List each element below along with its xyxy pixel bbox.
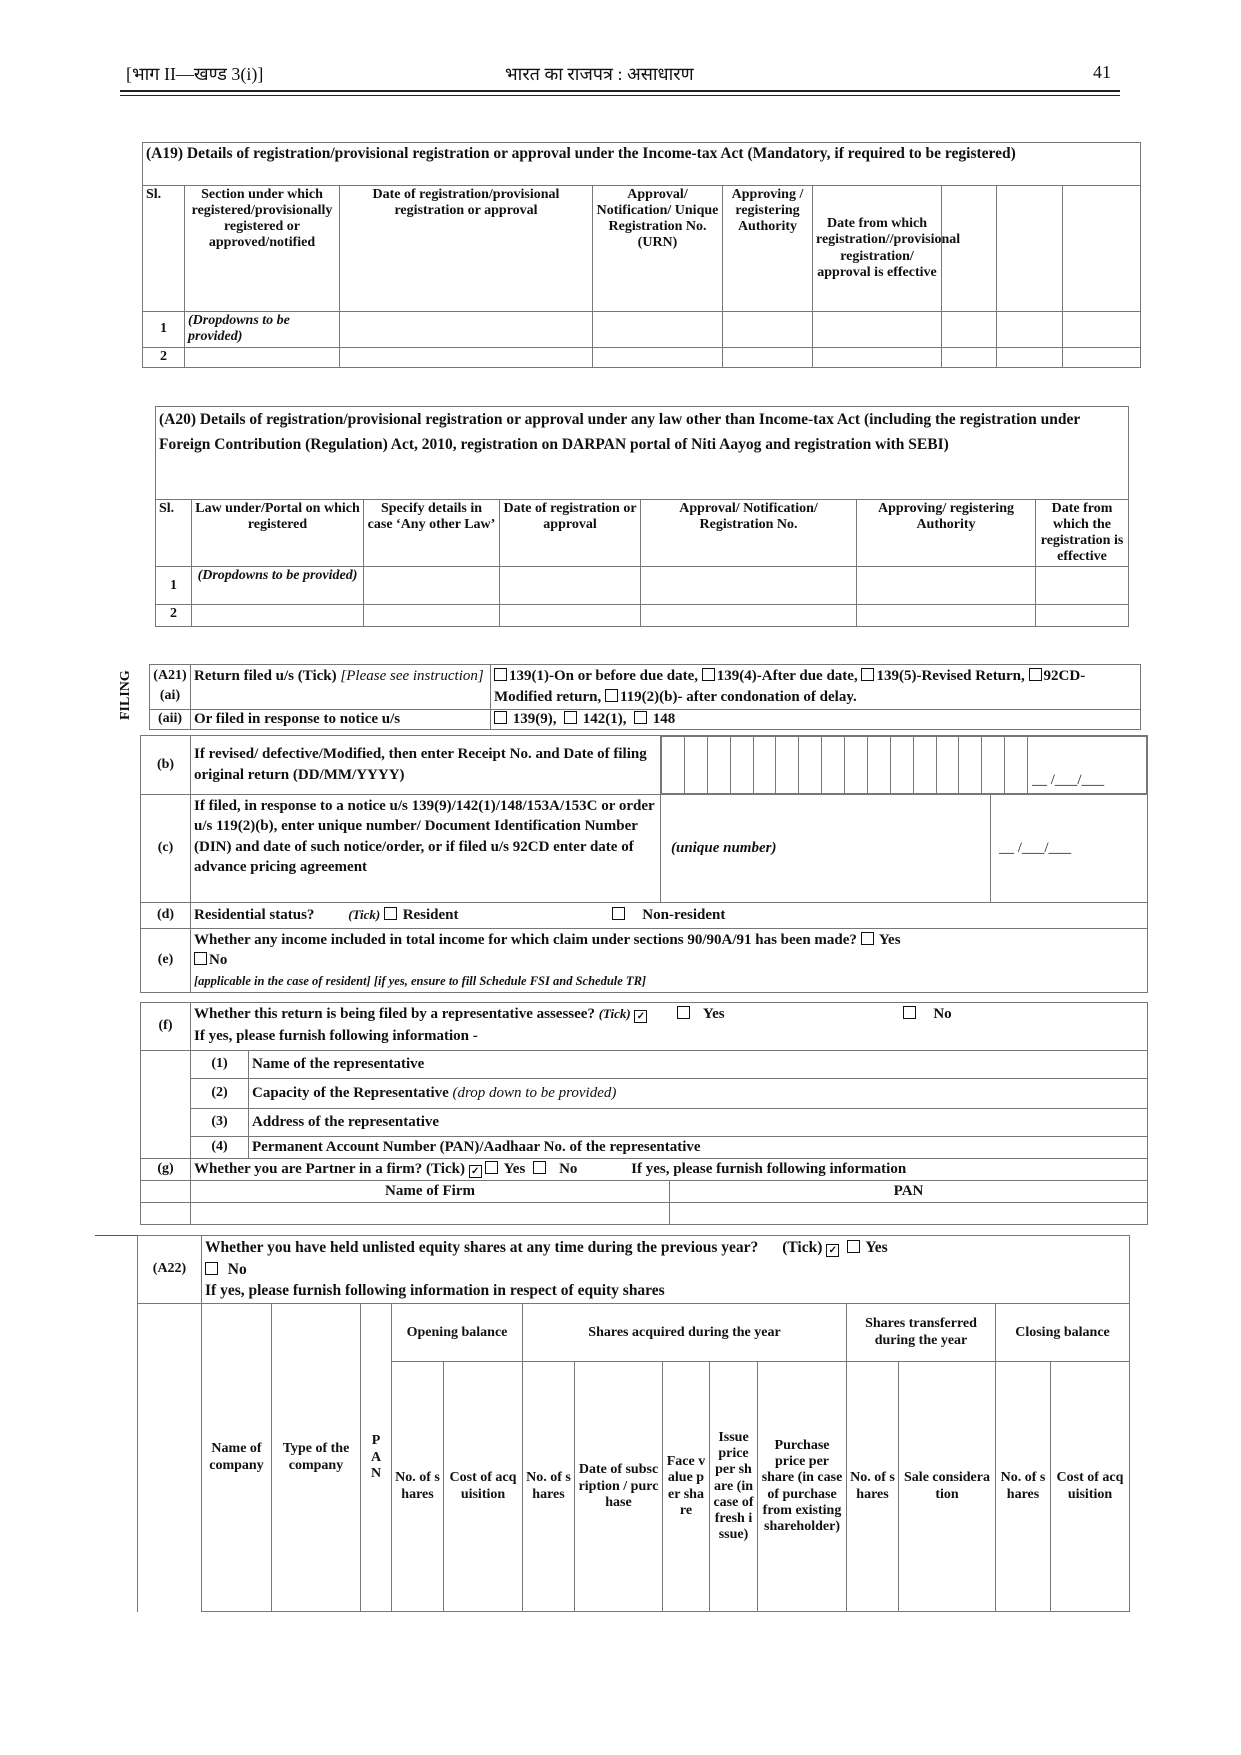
- e-label: Whether any income included in total income for which claim under sections 90/90A/91 has been made?: [194, 932, 857, 948]
- header-rule-thin: [120, 95, 1120, 96]
- table-row: [156, 567, 1129, 605]
- g-followup: If yes, please furnish following information: [631, 1160, 907, 1177]
- rep-address-field[interactable]: Address of the representative: [249, 1109, 1148, 1137]
- col-sale-consideration: Sale consideration: [899, 1362, 996, 1612]
- a19-col-section: Section under which registered/provisionally registered or approved/notified: [185, 186, 340, 312]
- receipt-digit-box[interactable]: [845, 737, 868, 794]
- option-92cd[interactable]: 92CD-Modified return,: [494, 668, 1086, 705]
- table-row: [143, 312, 1141, 348]
- a21-table: [149, 664, 1141, 730]
- a22-followup: If yes, please furnish following information in respect of equity shares: [205, 1282, 665, 1300]
- cell-input[interactable]: [593, 348, 723, 368]
- a20-col-sl: Sl.: [156, 500, 192, 567]
- original-filing-date-field[interactable]: __ /___/___: [1028, 737, 1147, 794]
- col-transferred-no-shares: No. of shares: [847, 1362, 899, 1612]
- ai-label: Return filed u/s (Tick): [194, 668, 337, 684]
- a19-col-authority: Approving / registering Authority: [723, 186, 813, 312]
- law-dropdown[interactable]: [192, 605, 364, 627]
- checkbox-icon[interactable]: [903, 1006, 916, 1019]
- f-label: Whether this return is being filed by a representative assessee?: [194, 1006, 595, 1022]
- group-shares-transferred: Shares transferred during the year: [847, 1304, 996, 1362]
- a22-question: Whether you have held unlisted equity shares at any time during the previous year?: [205, 1239, 759, 1256]
- a19-col-date: Date of registration/provisional registration or approval: [340, 186, 593, 312]
- checkbox-icon[interactable]: [194, 952, 207, 965]
- filing-side-label: FILING: [118, 670, 133, 720]
- cell-input[interactable]: [942, 312, 997, 348]
- e-note: [applicable in the case of resident] [if yes, ensure to fill Schedule FSI and Schedule TR]: [194, 973, 647, 988]
- group-closing-balance: Closing balance: [996, 1304, 1130, 1362]
- checkbox-icon[interactable]: [494, 668, 507, 681]
- cell-input[interactable]: [641, 567, 857, 605]
- firm-pan-field[interactable]: [670, 1203, 1148, 1225]
- table-row: [156, 605, 1129, 627]
- rep-capacity-dropdown[interactable]: Capacity of the Representative (drop down to be provided): [249, 1079, 1148, 1109]
- receipt-digit-box[interactable]: [867, 737, 890, 794]
- a22-table: [137, 1235, 1130, 1612]
- receipt-digit-box[interactable]: [753, 737, 776, 794]
- filing-details-table: [140, 735, 1148, 993]
- firm-name-field[interactable]: [191, 1203, 670, 1225]
- checkbox-icon[interactable]: [702, 668, 715, 681]
- checkbox-icon[interactable]: [205, 1262, 218, 1275]
- d-code: (d): [141, 903, 191, 929]
- g-yes-option[interactable]: Yes: [485, 1161, 525, 1177]
- checkbox-icon[interactable]: [677, 1006, 690, 1019]
- gazette-title: भारत का राजपत्र : असाधारण: [505, 64, 694, 84]
- col-purchase-price: Purchase price per share (in case of purchase from existing shareholder): [758, 1362, 847, 1612]
- cell-input[interactable]: [857, 567, 1036, 605]
- receipt-digit-box[interactable]: [982, 737, 1005, 794]
- cell-input[interactable]: [813, 312, 942, 348]
- cell-input[interactable]: [641, 605, 857, 627]
- page-number: 41: [1093, 62, 1111, 82]
- d-label: Residential status?: [194, 906, 315, 923]
- cell-input[interactable]: [1036, 605, 1129, 627]
- cell-input[interactable]: [500, 567, 641, 605]
- row-number: 1: [156, 567, 192, 605]
- checkbox-icon[interactable]: [847, 1240, 860, 1253]
- option-139-4[interactable]: 139(4)-After due date,: [702, 668, 858, 684]
- checkbox-icon[interactable]: [634, 711, 647, 724]
- a19-table: [142, 142, 1141, 368]
- a22-tick-hint: (Tick): [782, 1239, 823, 1256]
- checkbox-icon[interactable]: [564, 711, 577, 724]
- gazette-part-label: [भाग II—खण्ड 3(i)]: [126, 64, 264, 84]
- a20-col-date: Date of registration or approval: [500, 500, 641, 567]
- c-code: (c): [141, 795, 191, 903]
- f-tick-hint: (Tick): [598, 1006, 631, 1021]
- firm-name-header: Name of Firm: [191, 1181, 670, 1203]
- checked-box-icon: ✓: [469, 1165, 482, 1178]
- notice-date-field[interactable]: __ /___/___: [991, 795, 1148, 903]
- rep-item-number: (3): [191, 1109, 249, 1137]
- e-yes-option[interactable]: Yes: [861, 932, 901, 948]
- ai-note: [Please see instruction]: [340, 668, 484, 684]
- checked-box-icon: ✓: [634, 1010, 647, 1023]
- checkbox-icon[interactable]: [533, 1161, 546, 1174]
- e-code: (e): [141, 929, 191, 993]
- g-label: Whether you are Partner in a firm? (Tick): [194, 1160, 465, 1177]
- cell-input[interactable]: [997, 312, 1063, 348]
- rep-item-number: (4): [191, 1137, 249, 1159]
- g-code: (g): [141, 1159, 191, 1181]
- section-dropdown[interactable]: (Dropdowns to be provided): [185, 312, 340, 348]
- a20-col-authority: Approving/ registering Authority: [857, 500, 1036, 567]
- rep-item-number: (2): [191, 1079, 249, 1109]
- col-acquired-no-shares: No. of shares: [523, 1362, 575, 1612]
- option-139-5[interactable]: 139(5)-Revised Return,: [861, 668, 1024, 684]
- law-dropdown[interactable]: (Dropdowns to be provided): [192, 567, 364, 605]
- receipt-digit-box[interactable]: [730, 737, 753, 794]
- d-tick-hint: (Tick): [348, 906, 381, 922]
- firm-pan-header: PAN: [670, 1181, 1148, 1203]
- a20-col-law: Law under/Portal on which registered: [192, 500, 364, 567]
- checkbox-icon[interactable]: [605, 689, 618, 702]
- a20-title: (A20) Details of registration/provisional registration or approval under any law other than Income-tax Act (including the registration under Foreign Contribution (Regulation) Act, 2010, registration on DARPAN portal of Niti Aayog and registration with SEBI): [156, 407, 1129, 500]
- checkbox-icon[interactable]: [861, 668, 874, 681]
- cell-input[interactable]: [593, 312, 723, 348]
- cell-input[interactable]: [1063, 348, 1141, 368]
- cell-input[interactable]: [340, 348, 593, 368]
- checkbox-icon[interactable]: [494, 711, 507, 724]
- f-no-option[interactable]: No: [903, 1006, 951, 1022]
- a20-table: [155, 406, 1129, 627]
- a19-col-effective: Date from which registration//provisional registration/ approval is effective: [813, 186, 942, 312]
- receipt-digit-box[interactable]: [890, 737, 913, 794]
- a19-col-urn: Approval/ Notification/ Unique Registration No. (URN): [593, 186, 723, 312]
- a19-col-blank-3: [1063, 186, 1141, 312]
- cell-input[interactable]: [1036, 567, 1129, 605]
- col-face-value: Face value per share: [663, 1362, 710, 1612]
- a19-col-blank-2: [997, 186, 1063, 312]
- aii-label: Or filed in response to notice u/s: [191, 710, 491, 730]
- f-followup: If yes, please furnish following information -: [194, 1027, 478, 1044]
- col-closing-cost: Cost of acquisition: [1051, 1362, 1130, 1612]
- a22-yes-option[interactable]: Yes: [847, 1239, 888, 1256]
- rep-pan-field[interactable]: Permanent Account Number (PAN)/Aadhaar No. of the representative: [249, 1137, 1148, 1159]
- cell-input[interactable]: [997, 348, 1063, 368]
- col-company-name: Name of company: [202, 1304, 272, 1612]
- option-139-9[interactable]: 139(9),: [494, 711, 557, 727]
- receipt-digit-box[interactable]: [913, 737, 936, 794]
- header-rule: [120, 90, 1120, 92]
- cell-input[interactable]: [942, 348, 997, 368]
- aii-code: (aii): [150, 710, 191, 730]
- non-resident-option[interactable]: Non-resident: [612, 907, 725, 923]
- a19-col-blank-1: [942, 186, 997, 312]
- cell-input[interactable]: [857, 605, 1036, 627]
- checkbox-icon[interactable]: [861, 932, 874, 945]
- receipt-digit-box[interactable]: [707, 737, 730, 794]
- option-142-1[interactable]: 142(1),: [564, 711, 627, 727]
- cell-input[interactable]: [364, 567, 500, 605]
- receipt-digit-box[interactable]: [662, 737, 685, 794]
- col-company-type: Type of the company: [272, 1304, 361, 1612]
- group-opening-balance: Opening balance: [392, 1304, 523, 1362]
- representative-table: [140, 1002, 1148, 1225]
- cell-input[interactable]: [364, 605, 500, 627]
- ai-code: (ai): [159, 687, 181, 703]
- receipt-digit-box[interactable]: [936, 737, 959, 794]
- b-label: If revised/ defective/Modified, then enter Receipt No. and Date of filing original return (DD/MM/YYYY): [191, 736, 661, 795]
- col-opening-no-shares: No. of shares: [392, 1362, 444, 1612]
- row-number: 2: [143, 348, 185, 368]
- cell-input[interactable]: [723, 312, 813, 348]
- option-119-2b[interactable]: 119(2)(b)- after condonation of delay.: [605, 689, 857, 705]
- checkbox-icon[interactable]: [485, 1161, 498, 1174]
- e-no-option[interactable]: No: [194, 952, 227, 968]
- receipt-digit-box[interactable]: [959, 737, 982, 794]
- receipt-number-boxes: [661, 736, 1147, 794]
- a20-col-effective: Date from which the registration is effective: [1036, 500, 1129, 567]
- unique-number-field[interactable]: (unique number): [661, 795, 991, 903]
- receipt-digit-box[interactable]: [799, 737, 822, 794]
- a21-code: (A21): [153, 668, 187, 683]
- table-row: [143, 348, 1141, 368]
- rep-item-number: (1): [191, 1051, 249, 1079]
- row-number: 1: [143, 312, 185, 348]
- col-pan: PAN: [361, 1304, 392, 1612]
- rep-name-field[interactable]: Name of the representative: [249, 1051, 1148, 1079]
- a19-col-sl: Sl.: [143, 186, 185, 312]
- option-139-1[interactable]: 139(1)-On or before due date,: [494, 668, 698, 684]
- col-acquired-date: Date of subscription / purchase: [575, 1362, 663, 1612]
- receipt-digit-box[interactable]: [1005, 737, 1028, 794]
- checkbox-icon[interactable]: [612, 907, 625, 920]
- checked-box-icon: ✓: [826, 1244, 839, 1257]
- row-number: 2: [156, 605, 192, 627]
- col-issue-price: Issue price per share (in case of fresh issue): [710, 1362, 758, 1612]
- divider: [95, 1235, 140, 1236]
- c-label: If filed, in response to a notice u/s 139(9)/142(1)/148/153A/153C or order u/s 119(2)(b), enter unique number/ Document Identification Number (DIN) and date of such notice/order, or if filed u/s 92CD enter date of advance pricing agreement: [191, 795, 661, 903]
- cell-input[interactable]: [500, 605, 641, 627]
- resident-option[interactable]: Resident: [384, 907, 459, 923]
- b-code: (b): [141, 736, 191, 795]
- col-opening-cost: Cost of acquisition: [444, 1362, 523, 1612]
- cell-input[interactable]: [723, 348, 813, 368]
- a22-no-option[interactable]: No: [205, 1261, 247, 1278]
- receipt-digit-box[interactable]: [822, 737, 845, 794]
- checkbox-icon[interactable]: [384, 907, 397, 920]
- a22-code: (A22): [138, 1236, 202, 1304]
- cell-input[interactable]: [340, 312, 593, 348]
- cell-input[interactable]: [1063, 312, 1141, 348]
- receipt-digit-box[interactable]: [776, 737, 799, 794]
- cell-input[interactable]: [813, 348, 942, 368]
- checkbox-icon[interactable]: [1029, 668, 1042, 681]
- g-no-option[interactable]: No: [533, 1161, 578, 1177]
- option-148[interactable]: 148: [634, 711, 675, 727]
- f-yes-option[interactable]: Yes: [677, 1006, 724, 1022]
- f-code: (f): [141, 1003, 191, 1051]
- a19-title: (A19) Details of registration/provisional registration or approval under the Income-tax Act (Mandatory, if required to be registered): [143, 143, 1141, 186]
- col-closing-no-shares: No. of shares: [996, 1362, 1051, 1612]
- receipt-digit-box[interactable]: [684, 737, 707, 794]
- group-shares-acquired: Shares acquired during the year: [523, 1304, 847, 1362]
- a20-col-regno: Approval/ Notification/ Registration No.: [641, 500, 857, 567]
- a20-col-details: Specify details in case ‘Any other Law’: [364, 500, 500, 567]
- section-dropdown[interactable]: [185, 348, 340, 368]
